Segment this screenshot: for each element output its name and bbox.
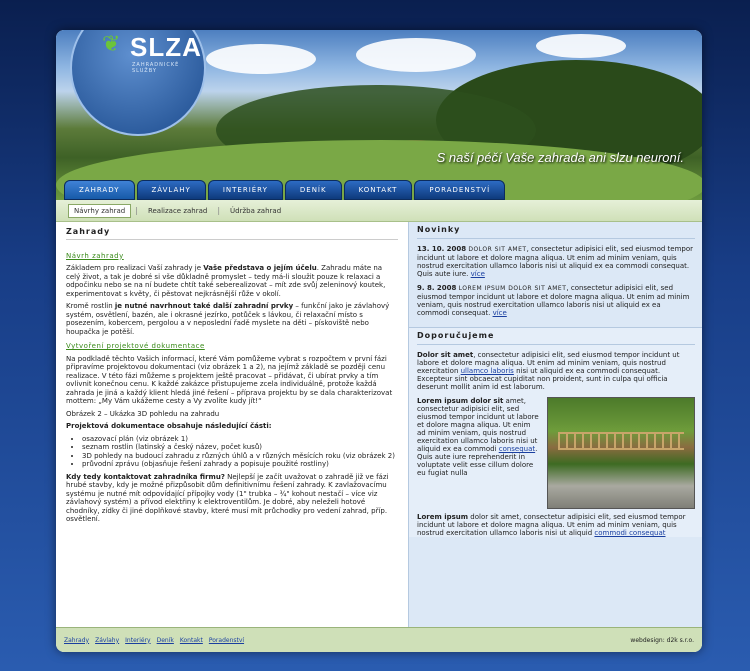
subnav-udrzba[interactable]: Údržba zahrad <box>230 206 282 215</box>
main-nav <box>64 180 505 200</box>
emphasis: Lorem ipsum <box>417 513 469 521</box>
main-content <box>56 222 408 627</box>
tab-poradenstvi[interactable]: PORADENSTVÍ <box>414 180 505 200</box>
news-box <box>409 222 702 317</box>
list-item: • průvodní zprávu (objasňuje řešení zahrady a popisuje použité rostliny) <box>82 460 398 469</box>
news-item <box>417 245 695 278</box>
text: Základem pro realizaci Vaší zahrady je <box>66 264 204 272</box>
inline-link[interactable]: consequat <box>498 445 536 453</box>
footer-nav <box>64 637 244 644</box>
news-item <box>417 284 695 317</box>
subnav-realizace[interactable]: Realizace zahrad <box>147 206 208 215</box>
emphasis: je nutné navrhnout také další zahradní prvky <box>114 302 294 310</box>
list-item: • 3D pohledy na budoucí zahradu z různých úhlů a v různých měsících roku (viz obrázek 2) <box>82 452 398 461</box>
header-banner <box>56 30 702 200</box>
fence <box>558 432 684 450</box>
emphasis: Lorem ipsum dolor sit <box>417 397 504 405</box>
paragraph <box>66 473 398 524</box>
paragraph <box>417 513 695 537</box>
sub-nav <box>56 200 702 222</box>
cloud <box>206 44 316 74</box>
logo-subtitle: ZAHRADNICKÉ SLUŽBY <box>132 62 180 74</box>
text: amet, consectetur adipisici elit, sed eiusmod tempor incidunt ut labore et dolore magna aliqua. Ut enim ad minim veniam, quis nostrud exercitation ullamco laboris nisi ut aliquid ex ea commodi <box>417 397 539 453</box>
emphasis: Projektová dokumentace obsahuje následující části: <box>66 422 272 430</box>
garden-photo <box>547 397 695 509</box>
emphasis: Dolor sit amet <box>417 351 474 359</box>
text: . Zahradu máte na celý život, a tak je dobré si vše důkladně promyslet – tedy má-li sloužit pouze k relaxaci a odpočinku nebo se na ní budete chtít také seberealizovat – mít zde svůj zeleninový koutek, experimentovat s květy, či pěstovat nejkrásnější růže v okolí. <box>66 264 386 298</box>
section-title: Návrh zahrady <box>66 251 124 260</box>
list-item: • osazovací plán (viz obrázek 1) <box>82 435 398 444</box>
tab-zahrady[interactable]: ZAHRADY <box>64 180 135 200</box>
text: nisi ut aliquid ex ea commodi consequat. Excepteur sint obcaecat cupiditat non proident, sunt in culpa qui officia deserunt mollit anim id est laborum. <box>417 367 668 391</box>
image-caption: Obrázek 2 – Ukázka 3D pohledu na zahradu <box>66 409 220 418</box>
more-link[interactable]: více <box>492 309 507 317</box>
list-item: • seznam rostlin (latinský a český název, počet kusů) <box>82 443 398 452</box>
tab-zavlahy[interactable]: ZÁVLAHY <box>137 180 206 200</box>
footer-link-zahrady[interactable]: Zahrady <box>64 636 90 644</box>
footer-link-zavlahy[interactable]: Závlahy <box>95 636 120 644</box>
section-title: Vytvoření projektové dokumentace <box>66 342 205 350</box>
news-headline: LOREM IPSUM DOLOR SIT AMET <box>458 285 567 292</box>
paragraph <box>66 264 398 298</box>
footer <box>56 627 702 652</box>
recommend-box <box>409 327 702 537</box>
news-title: Novinky <box>417 222 695 239</box>
leaf-icon: ❦ <box>102 32 121 57</box>
footer-link-interiery[interactable]: Interiéry <box>125 636 151 644</box>
list-title <box>66 422 398 431</box>
tab-interiery[interactable]: INTERIÉRY <box>208 180 283 200</box>
tab-denik[interactable]: DENÍK <box>285 180 342 200</box>
inline-link[interactable]: commodi consequat <box>594 529 666 537</box>
news-date: 9. 8. 2008 <box>417 284 457 292</box>
footer-link-kontakt[interactable]: Kontakt <box>179 636 203 644</box>
news-headline: DOLOR SIT AMET <box>468 246 527 253</box>
slogan: S naší péčí Vaše zahrada ani slzu neuroní. <box>436 150 684 165</box>
tab-kontakt[interactable]: KONTAKT <box>344 180 413 200</box>
sidebar <box>408 222 702 627</box>
webdesign-credit[interactable]: webdesign: d2k s.r.o. <box>630 636 694 644</box>
page-frame <box>56 30 702 652</box>
emphasis: Kdy tedy kontaktovat zahradníka firmu? <box>66 472 225 481</box>
inline-link[interactable]: ullamco laboris <box>460 367 514 375</box>
text: , consectetur adipisici elit, sed eiusmod tempor incidunt ut labore et dolore magna aliqua. Ut enim ad minim veniam, quis nostrud exercitation <box>417 351 680 375</box>
news-text: , consectetur adipisici elit, sed eiusmod tempor incidunt ut labore et dolore magna aliqua. Ut enim ad minim veniam, quis nostrud exercitation ullamco laboris nisi ut aliquid ex ea commodi consequat. <box>417 284 690 317</box>
text: dolor sit amet, consectetur adipisici elit, sed eiusmod tempor incidunt ut labore et dolore magna aliqua. Ut enim ad minim veniam, quis nostrud exercitation ullamco laboris nisi ut aliquid <box>417 513 686 537</box>
text: Kromě rostlin <box>66 302 115 310</box>
subnav-navrhy[interactable]: Návrhy zahrad <box>68 204 131 218</box>
text: Nejlepší je začít uvažovat o zahradě již ve fázi hrubé stavby, kdy je možné přizpůsobit dům definitivnímu řešení zahrady. K zavlažovacímu systému je nutné mít odpovídající přípojky vody (1" trubka – ¾" kohout nestačí – více viz závlahový systém) a přívod elektřiny k elektroventilům. Je dobré, aby neleželi hotové chodníky, zídky či jiné doplňkové stavby, které musí mít průchodky pro vedení zahrad, příp. osvětlení. <box>66 472 389 523</box>
paragraph <box>66 302 398 336</box>
cloud <box>356 38 476 72</box>
news-date: 13. 10. 2008 <box>417 245 467 253</box>
logo-text: SLZA <box>130 32 202 62</box>
page-title: Zahrady <box>66 228 398 240</box>
doc-list <box>66 435 398 469</box>
separator: | <box>135 206 138 215</box>
news-text: , consectetur adipisici elit, sed eiusmod tempor incidunt ut labore et dolore magna aliqua. Ut enim ad minim veniam, quis nostrud exercitation ullamco laboris nisi ut aliquid ex ea commodi consequat. Quis aute iure. <box>417 245 694 278</box>
text: – funkční jako je závlahový systém, osvětlení, bazén, ale i okrasné jezírko, potůček s lávkou, či relaxační místo s posezením, kobercem, pergolou a v neposlední řadě myslete na děti – pískoviště nebo houpačka je potěší. <box>66 302 390 336</box>
footer-link-denik[interactable]: Deník <box>156 636 174 644</box>
text: . Quis aute iure reprehenderit in voluptate velit esse cillum dolore eu fugiat nulla <box>417 445 538 477</box>
footer-link-poradenstvi[interactable]: Poradenství <box>208 636 245 644</box>
paragraph <box>417 351 695 391</box>
emphasis: Vaše představa o jejím účelu <box>203 264 317 272</box>
separator: | <box>217 206 221 215</box>
logo[interactable] <box>70 30 206 136</box>
recommend-title: Doporučujeme <box>417 328 695 345</box>
cloud <box>536 34 626 58</box>
more-link[interactable]: více <box>470 270 485 278</box>
paragraph: Na podkladě těchto Vašich informací, které Vám pomůžeme vybrat s rozpočtem v první fázi připravíme projektovou dokumentaci (viz obrázek 1 a 2), na jejímž základě se později cenu realizace. V této fázi můžeme s projektem ještě pracovat – přidávat, či ubírat prvky a tím ovlivnit konečnou cenu. K každé zakázce přistupujeme zcela individuálně, protože každá zahrada je jiná a každý klient hledá jiné řešení – příprava projektu by se dala charakterizovat mottem: „My Vám ukážeme cesty a Vy zvolíte kudy jít!“ <box>66 354 393 405</box>
